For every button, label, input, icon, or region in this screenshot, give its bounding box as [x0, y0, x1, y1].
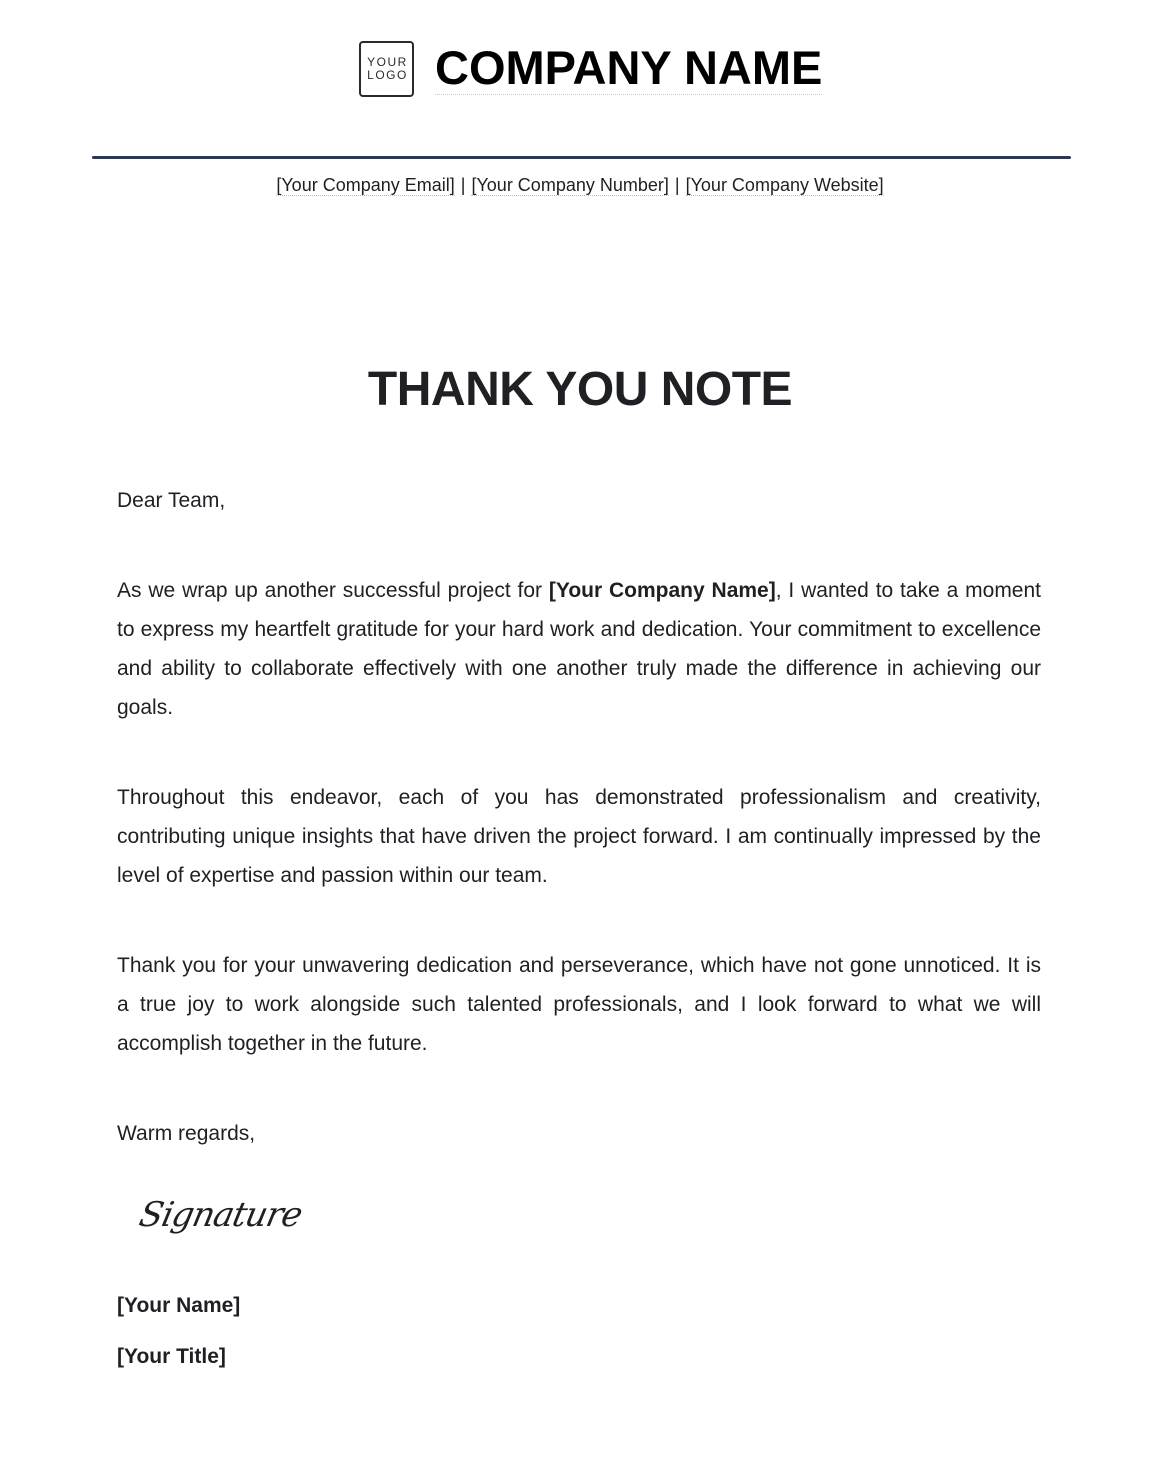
logo-line-2: LOGO: [367, 68, 408, 82]
contact-separator: |: [674, 175, 680, 195]
closing: Warm regards,: [117, 1122, 256, 1145]
paragraph-2: Throughout this endeavor, each of you has demonstrated professionalism and creativity, contributing unique insights that have driven the project forward. I am continually impressed by the level of expertise and passion within our team.: [117, 786, 1041, 887]
sender-title[interactable]: [Your Title]: [117, 1345, 226, 1368]
paragraph-3: Thank you for your unwavering dedication and perseverance, which have not gone unnoticed. It is a true joy to work alongside such talented professionals, and I look forward to what we will accomplish together in the future.: [117, 954, 1041, 1055]
logo-line-1: YOUR: [367, 55, 408, 69]
document-title: THANK YOU NOTE: [367, 363, 793, 416]
header-divider: [92, 156, 1071, 159]
company-name-placeholder[interactable]: [Your Company Name]: [548, 579, 776, 602]
company-email[interactable]: [Your Company Email]: [276, 175, 455, 195]
paragraph-1-end: , I wanted to take a moment to express my heartfelt gratitude for your hard work and dedication. Your commitment to excellence and ability to collaborate effectively with one another truly made the difference in achieving our goals.: [117, 579, 1041, 719]
contact-separator: |: [460, 175, 466, 195]
greeting: Dear Team,: [117, 489, 226, 512]
letterhead: [0, 40, 1160, 100]
company-logo: [359, 41, 414, 97]
contact-line: [0, 173, 1160, 197]
company-number[interactable]: [Your Company Number]: [471, 175, 669, 195]
letter-body: [117, 481, 1041, 1153]
paragraph-1: [117, 571, 1041, 727]
company-name[interactable]: COMPANY NAME: [435, 41, 823, 94]
company-website[interactable]: [Your Company Website]: [685, 175, 884, 195]
sender-name[interactable]: [Your Name]: [117, 1294, 241, 1317]
paragraph-1-start: As we wrap up another successful project for: [117, 579, 549, 602]
signature: Signature: [135, 1195, 306, 1235]
